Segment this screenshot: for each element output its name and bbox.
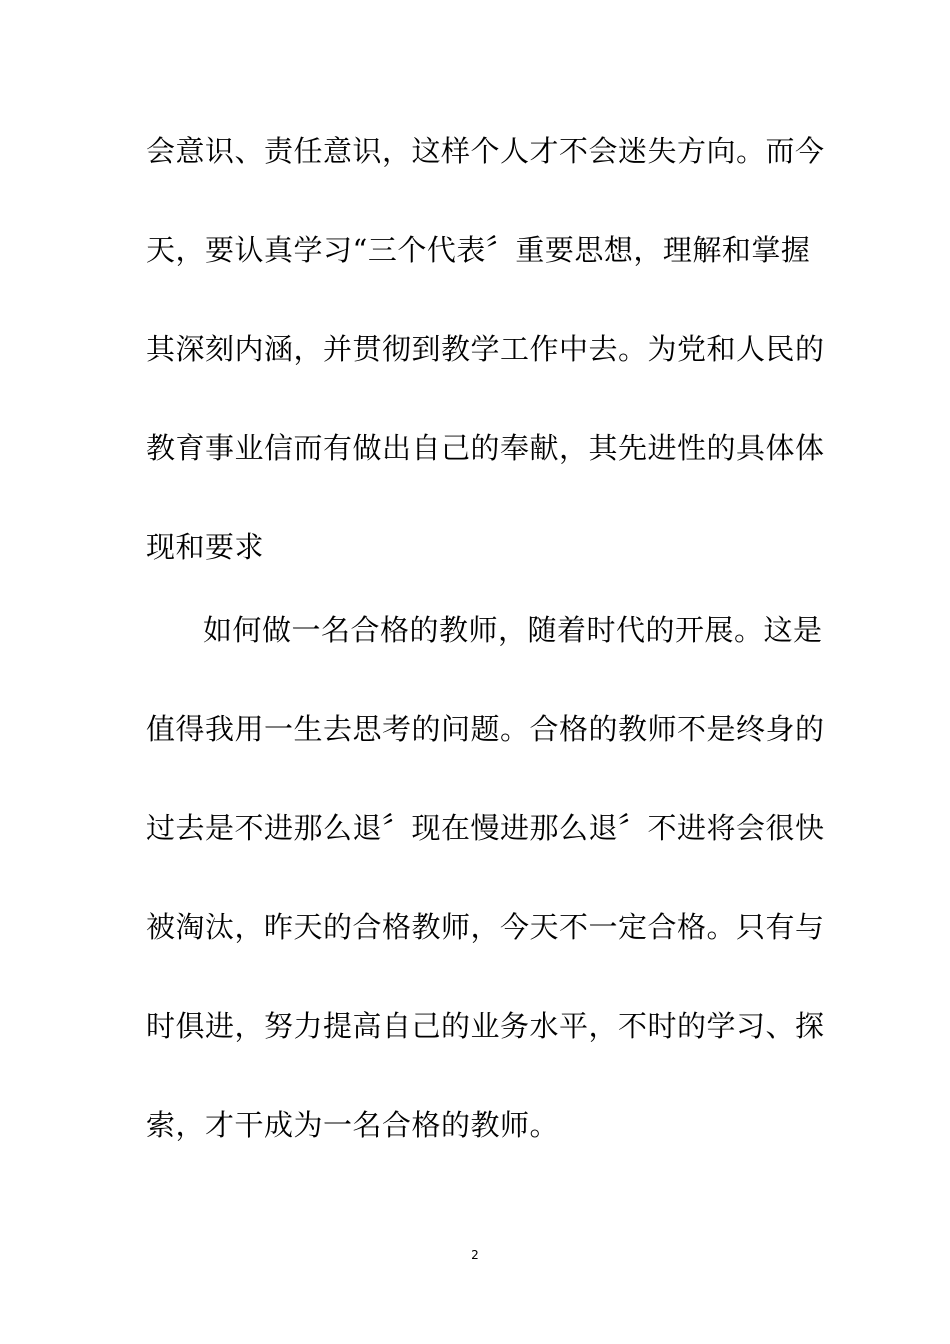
text-line: 时俱进，努力提高自己的业务水平，不时的学习、探 xyxy=(146,1009,825,1043)
text-line: 值得我用一生去思考的问题。合格的教师不是终身的 xyxy=(146,712,825,746)
text-line: 会意识、责任意识，这样个人才不会迷失方向。而今 xyxy=(146,134,825,168)
text-line: 过去是不进那么退〞现在慢进那么退〞不进将会很快 xyxy=(146,811,825,845)
text-line: 其深刻内涵，并贯彻到教学工作中去。为党和人民的 xyxy=(146,332,825,366)
paragraph-first-line: 如何做一名合格的教师，随着时代的开展。这是 xyxy=(203,613,823,647)
text-line: 索，才干成为一名合格的教师。 xyxy=(146,1108,560,1142)
text-line: 天，要认真学习“三个代表〞重要思想，理解和掌握 xyxy=(146,233,811,267)
text-line: 被淘汰，昨天的合格教师，今天不一定合格。只有与 xyxy=(146,910,825,944)
text-line: 现和要求 xyxy=(146,530,265,564)
page-number: 2 xyxy=(471,1248,479,1262)
text-line: 教育事业信而有做出自己的奉献，其先进性的具体体 xyxy=(146,431,825,465)
